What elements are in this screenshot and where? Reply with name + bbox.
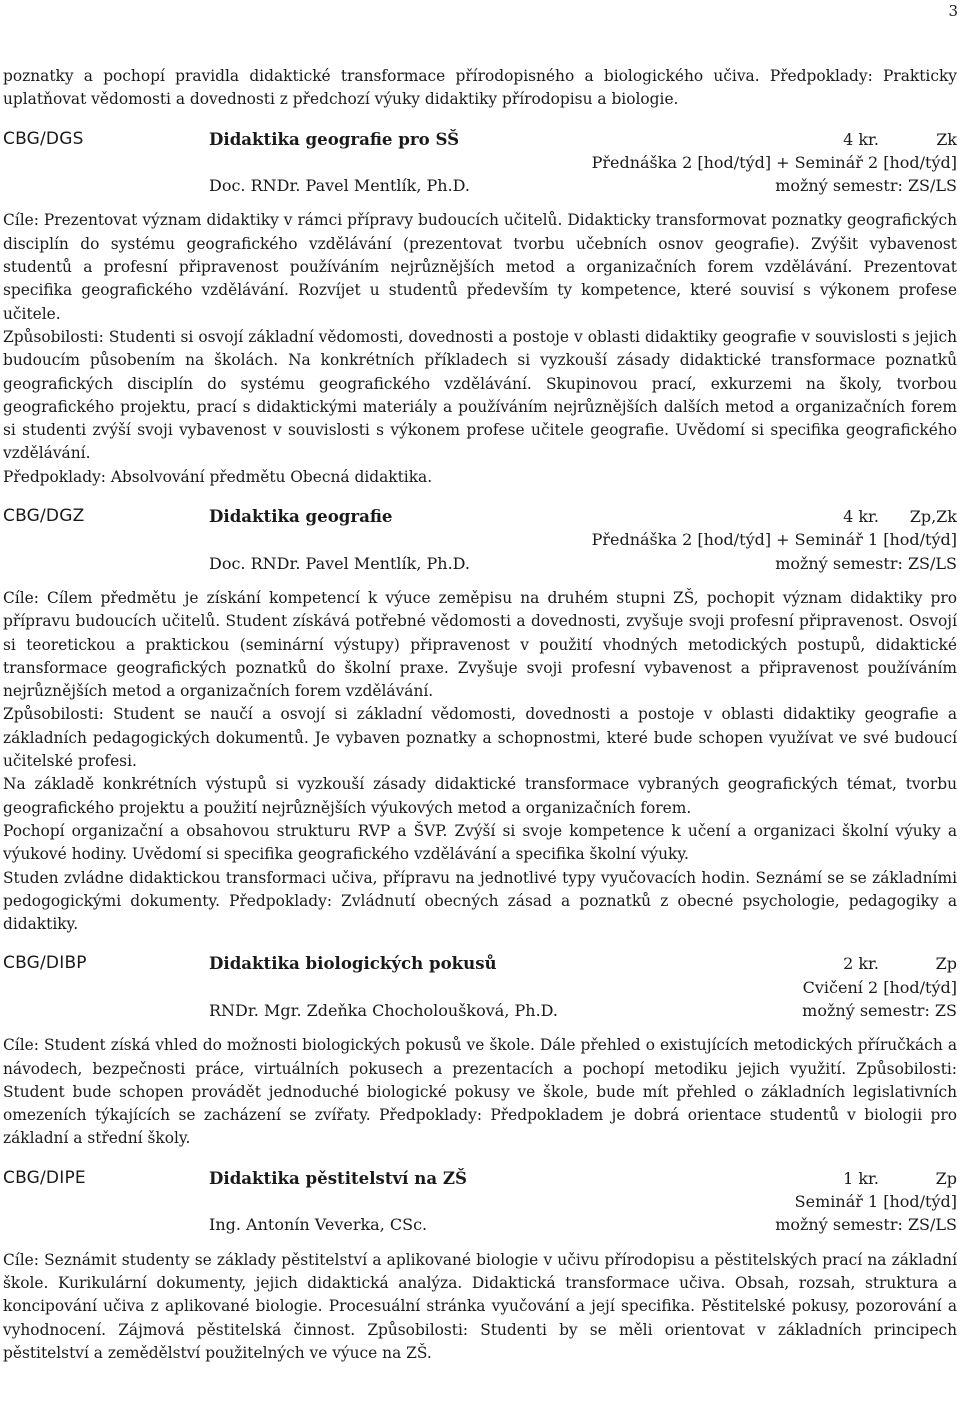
course-header [3,128,957,151]
course-paragraph: Na základě konkrétních výstupů si vyzkouší zásady didaktické transformace vybraných geografických témat, tvorbu geografického projektu a použití nejrůznějších výukových metod a organizačních forem. [3,775,957,817]
course-semester: možný semestr: ZS/LS [775,176,957,196]
course-code: CBG/DGS [3,128,84,149]
course-paragraph: Pochopí organizační a obsahovou strukturu RVP a ŠVP. Zvýší si svoje kompetence k učení a organizaci školní výuky a výukové hodiny. Uvědomí si specifika geografického vzdělávání a specifika školní výuky. [3,821,957,864]
course-header [3,1167,957,1190]
course-block [3,505,957,936]
course-meta [3,999,957,1022]
course-prerequisites: Předpoklady: Absolvování předmětu Obecná didaktika. [3,467,433,486]
course-goals: Cíle: Seznámit studenty se základy pěstitelství a aplikované biologie v učivu přírodopisu a pěstitelských prací na základní škole. Kurikulární dokumenty, jejich didaktická analýza. Didaktická transformace učiva. Obsah, rozsah, struktura a koncipování učiva z aplikované biologie. Procesuální stránka vyučování a její specifika. Pěstitelské pokusy, pozorování a vyhodnocení. Zájmová pěstitelská činnost. Způsobilosti: Studenti by se měli orientovat v základních principech pěstitelství a zemědělství použitelných ve výuce na ZŠ. [3,1250,957,1362]
course-credits: 4 kr. [843,129,879,149]
course-meta [3,174,957,197]
course-credits: 4 kr. [843,507,879,527]
course-completion: Zp,Zk [909,507,957,527]
course-semester: možný semestr: ZS/LS [775,553,957,573]
course-meta [3,552,957,575]
course-competences: Způsobilosti: Student se naučí a osvojí si základní vědomosti, dovednosti a postoje v oblasti didaktiky geografie a základních pedagogických dokumentů. Je vybaven poznatky a schopnostmi, které bude schopen využívat ve své budoucí učitelské profesi. [3,705,957,771]
course-teacher: Doc. RNDr. Pavel Mentlík, Ph.D. [209,176,471,196]
course-goals: Cíle: Student získá vhled do možnosti biologických pokusů ve škole. Dále přehled o existujících metodických příručkách a návodech, bezpečnosti práce, virtuálních pokusech a prezentacích a pochopí metodiku jejich využití. Způsobilosti: Student bude schopen provádět jednoduché biologické pokusy ve škole, bude mít přehled o základních legislativních omezeních týkajících se zacházení se zvířaty. Předpoklady: Předpokladem je dobrá orientace studentů v biologii pro základní a střední školy. [3,1036,957,1148]
course-block [3,952,957,1150]
course-goals: Cíle: Prezentovat význam didaktiky v rámci přípravy budoucích učitelů. Didakticky transformovat poznatky geografických disciplín do systému geografického vzdělávání (prezentovat tvorbu učebních osnov geografie). Zvýšit vybavenost studentů a profesní připravenost používáním nejrůznějších metod a organizačních forem vzdělávání. Prezentovat specifika geografického vzdělávání. Rozvíjet u studentů především ty kompetence, které souvisí s výkonem profese učitele. [3,211,957,323]
course-hours: Přednáška 2 [hod/týd] + Seminář 2 [hod/týd] [591,152,957,172]
course-hours: Přednáška 2 [hod/týd] + Seminář 1 [hod/týd] [591,530,957,550]
page-number: 3 [948,2,958,20]
course-teacher: Ing. Antonín Veverka, CSc. [209,1215,428,1235]
course-credits: 1 kr. [843,1168,879,1188]
course-teacher: Doc. RNDr. Pavel Mentlík, Ph.D. [209,553,471,573]
course-completion: Zp [935,954,957,974]
course-code: CBG/DGZ [3,506,85,527]
course-code: CBG/DIBP [3,953,87,974]
course-code: CBG/DIPE [3,1167,86,1188]
course-title: Didaktika geografie pro SŠ [209,128,460,149]
course-completion: Zp [935,1168,957,1188]
course-hours: Cvičení 2 [hod/týd] [802,977,957,997]
course-semester: možný semestr: ZS [802,1000,957,1020]
course-header [3,952,957,975]
course-meta [3,1213,957,1236]
course-hours: Seminář 1 [hod/týd] [794,1192,957,1212]
course-credits: 2 kr. [843,954,879,974]
course-paragraph: Studen zvládne didaktickou transformaci učiva, přípravu na jednotlivé typy vyučovacích hodin. Seznámí se se základními pedogogickými dokumenty. Předpoklady: Zvládnutí obecných zásad a poznatků z obecné psychologie, pedagogiky a didaktiky. [3,868,957,934]
course-title: Didaktika pěstitelství na ZŠ [209,1167,467,1188]
course-title: Didaktika biologických pokusů [209,953,497,974]
course-title: Didaktika geografie [209,506,393,527]
course-block [3,128,957,489]
document-body [3,65,957,1365]
intro-paragraph: poznatky a pochopí pravidla didaktické transformace přírodopisného a biologického učiva. Předpoklady: Prakticky uplatňovat vědomosti a dovednosti z předchozí výuky didaktiky přírodopisu a biologie. [3,67,957,109]
course-goals: Cíle: Cílem předmětu je získání kompetencí k výuce zeměpisu na druhém stupni ZŠ, pochopit význam didaktiky pro přípravu budoucích učitelů. Student získává potřebné vědomosti a dovednosti, zvyšuje svoji profesní připravenost. Osvojí si teoretickou a praktickou (seminární výstupy) připravenost v použití vhodných metodických postupů, didaktické transformace geografických poznatků do školní praxe. Zvyšuje svoji profesní vybavenost a připravenost používáním nejrůznějších metod a organizačních forem vzdělávání. [3,588,957,701]
course-competences: Způsobilosti: Studenti si osvojí základní vědomosti, dovednosti a postoje v oblasti didaktiky geografie v souvislosti s jejich budoucím působením na školách. Na konkrétních příkladech si vyzkouší zásady didaktické transformace poznatků geografických disciplín do systému geografického vzdělávání. Skupinovou prací, exkurzemi na školy, tvorbou geografického projektu, prací s didaktickými materiály a používáním nejrůznějších dalších metod a organizačních forem si studenti zvýší svoji vybavenost v souvislosti s výkonem profese učitele geografie. Uvědomí si specifika geografického vzdělávání. [3,327,957,463]
course-completion: Zk [936,129,957,149]
course-header [3,505,957,528]
course-block [3,1167,957,1365]
course-teacher: RNDr. Mgr. Zdeňka Chocholoušková, Ph.D. [209,1000,558,1020]
course-semester: možný semestr: ZS/LS [775,1215,957,1235]
